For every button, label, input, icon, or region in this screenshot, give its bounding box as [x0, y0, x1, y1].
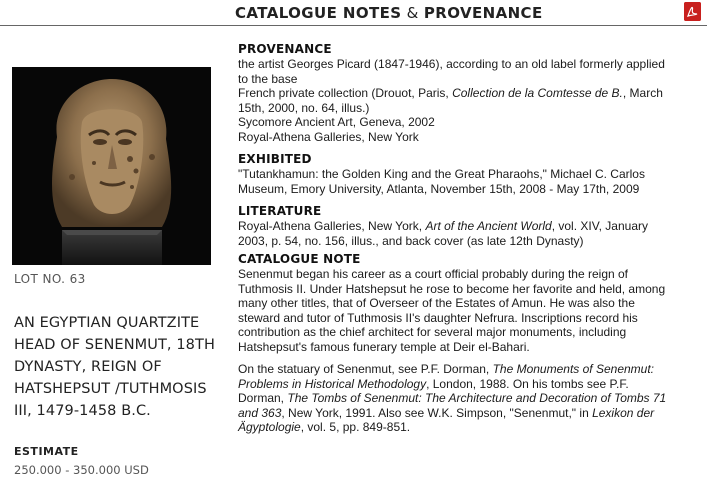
catalogue-note-line	[238, 406, 700, 421]
catalogue-note-heading: CATALOGUE NOTE	[238, 252, 361, 266]
pdf-icon[interactable]	[684, 2, 701, 21]
note-italic-title: Ägyptologie	[238, 420, 301, 434]
literature-italic-title: Art of the Ancient World	[425, 219, 552, 233]
note-text: , vol. 5, pp. 849-851.	[300, 420, 411, 434]
catalogue-note-line: contribution as the chief architect for several major monuments, including	[238, 325, 627, 339]
note-italic-title: The Monuments of Senenmut:	[492, 362, 654, 376]
catalogue-note-line	[238, 362, 700, 377]
note-text: , New York, 1991. Also see W.K. Simpson, "Senenmut," in	[281, 405, 593, 420]
lot-title-line: AN EGYPTIAN QUARTZITE	[14, 315, 200, 331]
catalogue-note-line: Senenmut began his career as a court official probably during the reign of	[238, 267, 629, 281]
catalogue-note-line: Tuthmosis II. Under Hatshepsut he rose to become her favorite and held, among	[238, 281, 666, 296]
page-title	[235, 4, 543, 22]
note-italic-title: and 363	[238, 405, 282, 420]
estimate-label: ESTIMATE	[14, 445, 79, 458]
note-italic-title: The Tombs of Senenmut: The Architecture and Decoration of Tombs 71	[287, 391, 667, 405]
exhibited-heading: EXHIBITED	[238, 152, 312, 166]
provenance-line: Sycomore Ancient Art, Geneva, 2002	[238, 115, 435, 129]
literature-section	[238, 204, 700, 248]
lot-title-line: HATSHEPSUT /TUTHMOSIS	[14, 381, 207, 397]
lot-title	[14, 312, 229, 422]
senenmut-head-image	[12, 67, 211, 265]
exhibited-line: "Tutankhamun: the Golden King and the Great Pharaohs," Michael C. Carlos	[238, 167, 645, 181]
provenance-text: French private collection (Drouot, Paris,	[238, 86, 453, 100]
provenance-text: , March	[622, 86, 663, 100]
lot-number: LOT NO. 63	[14, 272, 86, 286]
lot-photo[interactable]	[12, 67, 211, 265]
provenance-line: the artist Georges Picard (1847-1946), according to an old label formerly applied	[238, 57, 665, 71]
exhibited-line: Museum, Emory University, Atlanta, November 15th, 2008 - May 17th, 2009	[238, 181, 640, 196]
exhibited-section	[238, 152, 700, 196]
provenance-section	[238, 42, 700, 144]
provenance-line	[238, 86, 700, 101]
catalogue-note-line	[238, 377, 700, 392]
header-bar	[0, 0, 707, 28]
lot-title-line: HEAD OF SENENMUT, 18TH	[14, 337, 215, 353]
catalogue-note-line: Hatshepsut's famous funerary temple at Deir el-Bahari.	[238, 339, 530, 354]
catalogue-note-line: many other titles, that of Overseer of the Estates of Amun. He was also the	[238, 296, 635, 310]
note-text: , London, 1988. On his tombs see P.F.	[426, 376, 629, 391]
catalogue-note-line: steward and tutor of Tuthmosis II's daughter Nefrura. Inscriptions record his	[238, 310, 638, 325]
estimate-value: 250.000 - 350.000 USD	[14, 463, 149, 477]
catalogue-notes-body	[238, 42, 700, 435]
title-part-provenance: PROVENANCE	[423, 4, 543, 22]
note-italic-title: Problems in Historical Methodology	[238, 376, 427, 391]
title-ampersand: &	[401, 4, 424, 22]
literature-line	[238, 219, 700, 234]
note-text: On the statuary of Senenmut, see P.F. Dorman,	[238, 362, 493, 376]
literature-text: Royal-Athena Galleries, New York,	[238, 219, 426, 233]
literature-text: , vol. XIV, January	[551, 219, 648, 233]
catalogue-note-section	[238, 252, 700, 435]
provenance-line: to the base	[238, 71, 298, 86]
provenance-italic-title: Collection de la Comtesse de B.	[452, 86, 623, 100]
provenance-line: 15th, 2000, no. 64, illus.)	[238, 100, 370, 115]
literature-line: 2003, p. 54, no. 156, illus., and back cover (as late 12th Dynasty)	[238, 233, 584, 248]
note-italic-title: Lexikon der	[592, 405, 655, 420]
lot-title-line: DYNASTY, REIGN OF	[14, 359, 162, 375]
provenance-line: Royal-Athena Galleries, New York	[238, 129, 419, 144]
header-divider	[0, 25, 707, 26]
provenance-heading: PROVENANCE	[238, 42, 332, 56]
catalogue-note-line	[238, 391, 700, 406]
catalogue-note-line	[238, 420, 700, 435]
pdf-icon-glyph	[684, 2, 701, 21]
lot-title-line: III, 1479-1458 B.C.	[14, 403, 151, 419]
title-part-catalogue-notes: CATALOGUE NOTES	[235, 4, 402, 22]
literature-heading: LITERATURE	[238, 204, 322, 218]
note-text: Dorman,	[238, 391, 288, 405]
